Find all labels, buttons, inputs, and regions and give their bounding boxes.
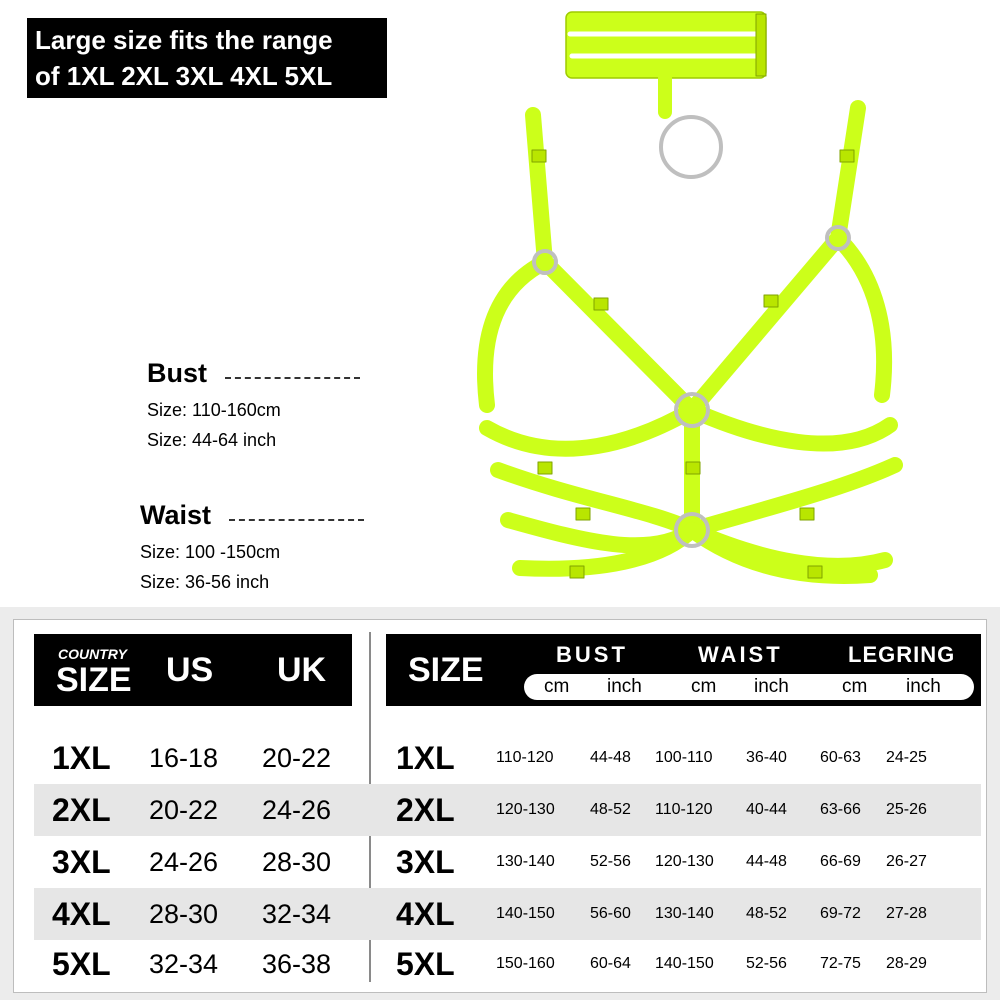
row-leg-inch: 27-28 [886,905,927,922]
row-uk: 24-26 [262,795,332,825]
row-waist-inch: 52-56 [746,955,787,972]
right-header [386,634,981,706]
table-row [34,732,981,784]
row-waist-inch: 36-40 [746,749,787,766]
row-size-right: 1XL [396,740,455,776]
row-leg-cm: 72-75 [820,955,861,972]
row-waist-cm: 140-150 [655,955,714,972]
row-bust-inch: 52-56 [590,853,631,870]
size-label-right: SIZE [408,651,484,689]
row-bust-cm: 120-130 [496,801,555,818]
bust-measurement [147,358,360,455]
waist-size-inch: Size: 36-56 inch [140,572,270,592]
size-range-banner [27,18,387,98]
size-label-left: SIZE [56,661,132,699]
bust-header: BUST [556,642,628,667]
table-row [34,938,981,990]
uk-header: UK [277,651,327,689]
unit-label: inch [607,676,642,697]
bust-dash-line [225,377,360,379]
row-size-left: 5XL [52,946,111,982]
row-size-left: 3XL [52,844,111,880]
row-bust-cm: 150-160 [496,955,555,972]
table-row [34,888,981,940]
row-leg-inch: 28-29 [886,955,927,972]
row-uk: 32-34 [262,899,332,929]
waist-measurement [140,500,364,597]
table-row [34,784,981,836]
unit-label: cm [544,676,570,697]
row-size-right: 5XL [396,946,455,982]
banner-line-1: Large size fits the range [35,25,333,55]
table-row [34,836,981,888]
row-waist-cm: 110-120 [655,801,713,818]
row-us: 16-18 [149,743,219,773]
row-uk: 20-22 [262,743,332,773]
unit-label: inch [754,676,789,697]
row-bust-inch: 44-48 [590,749,631,766]
waist-size-cm: Size: 100 -150cm [140,542,281,562]
left-header [34,634,352,706]
waist-dash-line [229,519,364,521]
banner-line-2: of 1XL 2XL 3XL 4XL 5XL [35,61,333,91]
choker-collar [566,12,766,112]
row-bust-inch: 48-52 [590,801,631,818]
row-leg-cm: 60-63 [820,749,861,766]
row-size-left: 4XL [52,896,111,932]
bust-title: Bust [147,358,207,388]
row-size-right: 4XL [396,896,455,932]
bust-size-inch: Size: 44-64 inch [147,430,277,450]
row-us: 28-30 [149,899,219,929]
size-chart [0,607,1000,1000]
row-waist-cm: 130-140 [655,905,714,922]
waist-header: WAIST [698,642,783,667]
row-size-right: 2XL [396,792,455,828]
row-us: 20-22 [149,795,219,825]
row-leg-cm: 69-72 [820,905,861,922]
row-leg-inch: 24-25 [886,749,927,766]
harness-product-image [450,5,990,605]
row-bust-cm: 110-120 [496,749,554,766]
country-label: COUNTRY [58,646,127,662]
row-size-left: 1XL [52,740,111,776]
row-waist-cm: 100-110 [655,749,713,766]
row-waist-inch: 44-48 [746,853,787,870]
choker-ring [661,117,721,177]
unit-label: inch [906,676,941,697]
row-bust-inch: 56-60 [590,905,631,922]
row-size-left: 2XL [52,792,111,828]
row-waist-inch: 40-44 [746,801,787,818]
row-uk: 28-30 [262,847,332,877]
waist-title: Waist [140,500,212,530]
bust-size-cm: Size: 110-160cm [147,400,281,420]
unit-label: cm [842,676,868,697]
row-bust-cm: 130-140 [496,853,555,870]
row-leg-cm: 66-69 [820,853,861,870]
unit-bar [524,674,974,700]
row-leg-cm: 63-66 [820,801,861,818]
size-chart-frame [13,619,987,993]
row-size-right: 3XL [396,844,455,880]
unit-label: cm [691,676,717,697]
row-waist-cm: 120-130 [655,853,714,870]
row-bust-inch: 60-64 [590,955,631,972]
row-uk: 36-38 [262,949,332,979]
row-leg-inch: 25-26 [886,801,927,818]
us-header: US [166,651,214,689]
row-waist-inch: 48-52 [746,905,787,922]
row-us: 32-34 [149,949,219,979]
row-bust-cm: 140-150 [496,905,555,922]
row-us: 24-26 [149,847,219,877]
legring-header: LEGRING [848,642,956,667]
row-leg-inch: 26-27 [886,853,927,870]
